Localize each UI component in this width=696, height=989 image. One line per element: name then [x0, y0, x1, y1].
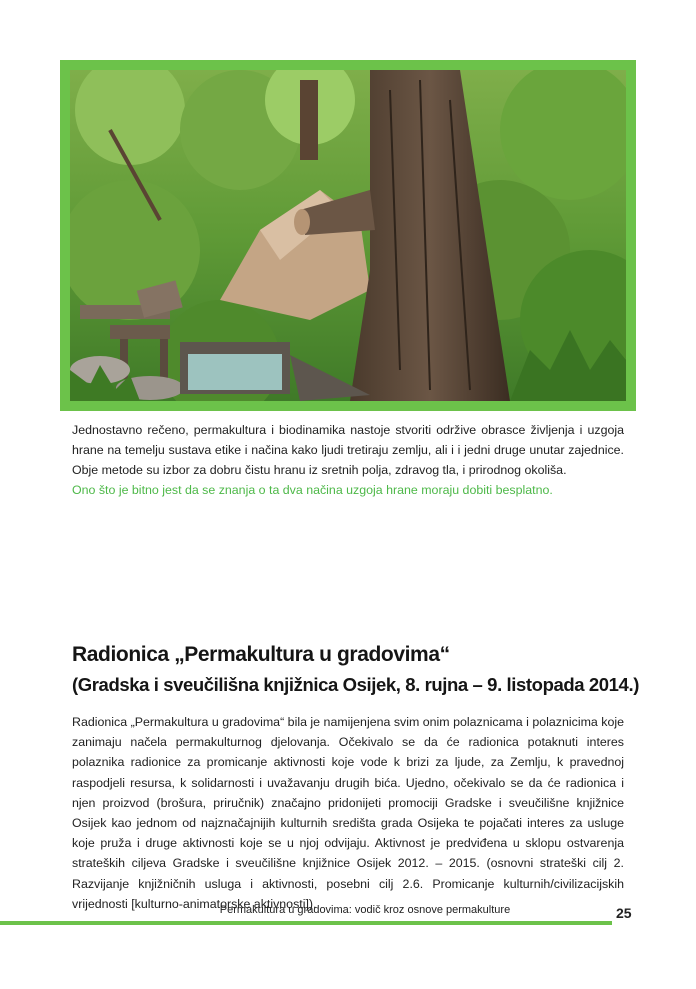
- page-number: 25: [616, 905, 632, 921]
- intro-section: [72, 420, 624, 500]
- intro-highlight: Ono što je bitno jest da se znanja o ta dva načina uzgoja hrane moraju dobiti besplatno.: [72, 483, 553, 497]
- section-title: Radionica „Permakultura u gradovima“: [72, 643, 450, 666]
- intro-paragraph: Jednostavno rečeno, permakultura i biodinamika nastoje stvoriti održive obrasce življenja i uzgoja hrane na temelju sustava etike i načina kako ljudi tretiraju zemlju, ali i i jedni druge unutar zajednice. Obje metode su izbor za dobru čistu hranu iz sretnih polja, zdravog tla, i prirodnog okoliša.: [72, 423, 624, 477]
- body-paragraph: Radionica „Permakultura u gradovima“ bila je namijenjena svim onim polaznicama i polaznicima koje zanimaju načela permakulturnog djelovanja. Očekivalo se da će radionica potaknuti interes polaznika radionice za promicanje aktivnosti koje vode k brizi za ljude, za Zemlju, k pravednoj raspodjeli resursa, k solidarnosti i uvažavanju drugih bića. Ujedno, očekivalo se da će radionica i njen proizvod (brošura, priručnik) značajno pridonijeti promociji Gradske i sveučilišne knjižnice Osijek kao jednom od najznačajnijih kulturnih središta grada Osijeka te pojačati interes za usluge koje pruža i druge aktivnosti koje se u njoj odvijaju. Aktivnost je predviđena u sklopu ostvarenja strateških ciljeva Gradske i sveučilišne knjižnice Osijek 2012. – 2015. (osnovni strateški cilj 2. Razvijanje knjižničnih usluga i aktivnosti, posebni cilj 2.6. Promicanje kulturnih/civilizacijskih vrijednosti [kulturno-animatorske aktivnosti]).: [72, 715, 624, 911]
- section-heading: [72, 642, 642, 698]
- forest-photo: [70, 70, 626, 401]
- section-subtitle: (Gradska i sveučilišna knjižnica Osijek, 8. rujna – 9. listopada 2014.): [72, 674, 639, 695]
- photo-frame: [60, 60, 636, 411]
- running-title: Permakultura u gradovima: vodič kroz osnove permakulture: [219, 904, 511, 916]
- footer-divider: [0, 921, 612, 925]
